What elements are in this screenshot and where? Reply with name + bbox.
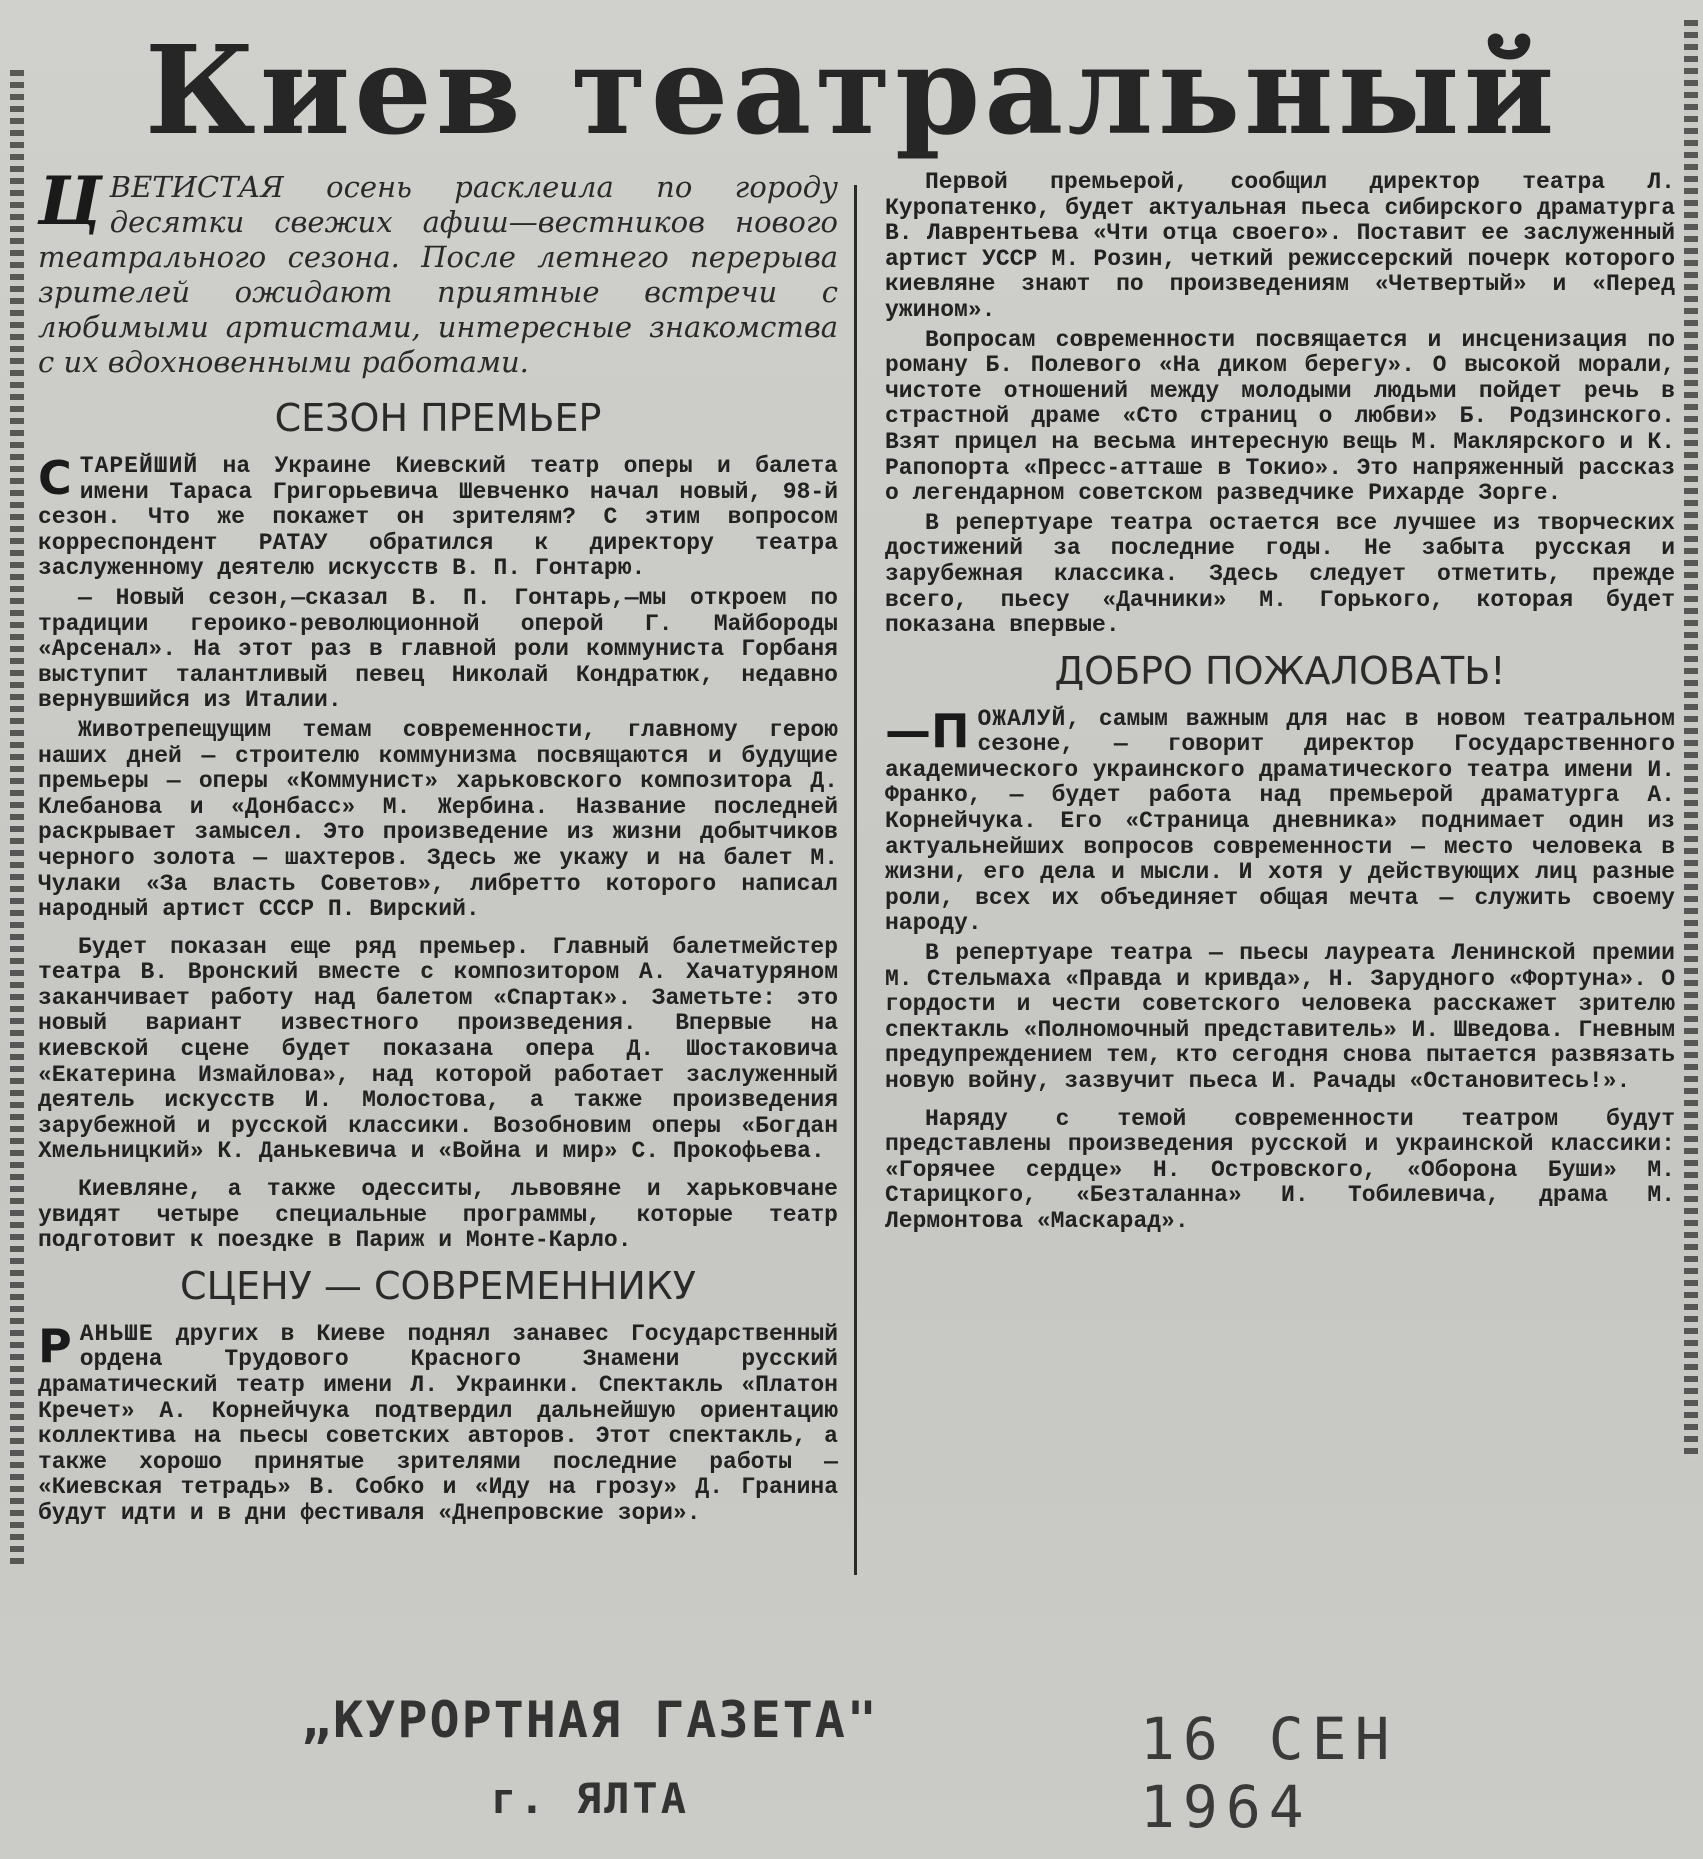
section1-paragraph-3: Животрепещущим темам современности, главному герою наших дней — строителю коммунизма посвящаются и будущие премьеры — оперы «Коммунист» харьковского композитора Д. Клебанова и «Донбасс» М. Жербина. Название последней раскрывает замысел. Это произведение из жизни добытчиков черного золота — шахтеров. Здесь же укажу и на балет М. Чулаки «За власть Советов», либретто которого написал народный артист СССР П. Вирский.	[38, 716, 838, 923]
stamp-city: г. ЯЛТА	[490, 1774, 689, 1823]
section-title-season: СЕЗОН ПРЕМЬЕР	[274, 396, 602, 440]
intro-lead: ВЕТИСТАЯ	[109, 170, 284, 204]
section1-text-1: на Украине Киевский театр оперы и балета имени Тараса Григорьевича Шевченко начал новый, 98-й сезон. Что же покажет он зрителям? С этим вопросом корреспондент РАТАУ обратился к директору театра заслуженному деятелю искусств В. П. Гонтарю.	[38, 453, 838, 582]
section1-paragraph-1	[38, 451, 838, 582]
section2-paragraph-2: Первой премьерой, сообщил директор театра Л. Куропатенко, будет актуальная пьеса сибирского драматурга В. Лаврентьева «Чти отца своего». Поставит ее заслуженный артист УССР М. Розин, четкий режиссерский почерк которого киевляне знают по произведениям «Четвертый» и «Перед ужином».	[885, 169, 1675, 323]
section3-dash: —	[885, 703, 931, 758]
section3-text-1: самым важным для нас в новом театральном сезоне, — говорит директор Государственного академического украинского драматического театра имени И. Франко, — будет работа над премьерой драматурга А. Корнейчука. Его «Страница дневника» поднимает один из актуальнейших вопросов современности — место человека в жизни, его дела и мысли. И хотя у действующих лиц разные роли, всех их объединяет общая мечта — служить своему народу.	[885, 705, 1675, 937]
date-stamp: 16 СЕН 1964	[1140, 1705, 1398, 1841]
section3-paragraph-2: В репертуаре театра — пьесы лауреата Ленинской премии М. Стельмаха «Правда и кривда», Н. Зарудного «Фортуна». О гордости и чести советского человека расскажет зрителю спектакль «Полномочный представитель» И. Шведова. Гневным предупреждением тем, кто сегодня снова пытается развязать новую войну, зазвучит пьеса И. Рачады «Остановитесь!».	[885, 940, 1675, 1094]
section3-dropcap-letter: П	[931, 703, 970, 758]
newspaper-source-stamp	[300, 1690, 880, 1826]
section2-lead: АНЬШЕ	[79, 1320, 154, 1347]
section2-dropcap: Р	[38, 1318, 72, 1373]
section3-paragraph-3: Наряду с темой современности театром будут представлены произведения русской и украинской классики: «Горячее сердце» Н. Островского, «Оборона Буши» М. Старицкого, «Безталанна» И. Тобилевича, драма М. Лермонтова «Маскарад».	[885, 1105, 1675, 1234]
left-edge-perforation	[10, 70, 24, 1570]
section-title-stage: СЦЕНУ — СОВРЕМЕННИКУ	[180, 1263, 696, 1308]
section1-paragraph-2: — Новый сезон,—сказал В. П. Гонтарь,—мы откроем по традиции героико-революционной оперой Г. Майбороды «Арсенал». На этот раз в главной роли коммуниста Горбаня выступит талантливый певец Николай Кондратюк, недавно вернувшийся из Италии.	[38, 584, 838, 714]
section2-text-1: других в Киеве поднял занавес Государственный ордена Трудового Красного Знамени русский драматический театр имени Л. Украинки. Спектакль «Платон Кречет» А. Корнейчука подтвердил дальнейшую ориентацию коллектива на пьесы советских авторов. Этот спектакль, а также хорошо принятые зрителями последние работы — «Киевская тетрадь» В. Собко и «Иду на грозу» Д. Гранина будут идти и в дни фестиваля «Днепровские зори».	[38, 1320, 838, 1526]
stamp-newspaper-name: „КУРОРТНАЯ ГАЗЕТА"	[301, 1691, 879, 1749]
right-column	[885, 170, 1675, 1239]
section-title-welcome: ДОБРО ПОЖАЛОВАТЬ!	[1054, 648, 1506, 693]
section1-paragraph-5: Киевляне, а также одесситы, львовяне и харьковчане увидят четыре специальные программы, которые театр подготовит к поездке в Париж и Монте-Карло.	[38, 1176, 838, 1254]
section1-dropcap: С	[38, 451, 72, 505]
intro-text: осень расклеила по городу десятки свежих афиш—вестников нового театрального сезона. После летнего перерыва зрителей ожидают приятные встречи с любимыми артистами, интересные знакомства с их вдохновенными работами.	[38, 170, 838, 379]
right-edge-perforation	[1684, 20, 1698, 1460]
column-divider	[854, 185, 857, 1575]
section3-dropcap	[885, 703, 970, 758]
section2-paragraph-1	[38, 1318, 838, 1527]
section3-lead: ОЖАЛУЙ,	[977, 705, 1082, 732]
intro-dropcap: Ц	[38, 162, 102, 240]
section1-lead: ТАРЕЙШИЙ	[79, 453, 199, 479]
headline: Киев театральный	[144, 18, 1559, 162]
section2-paragraph-4: В репертуаре театра остается все лучшее из творческих достижений за последние годы. Не забыта русская и зарубежная классика. Здесь следует отметить, прежде всего, пьесу «Дачники» М. Горького, которая будет показана впервые.	[885, 509, 1675, 639]
section3-paragraph-1	[885, 703, 1675, 937]
section2-paragraph-3: Вопросам современности посвящается и инсценизация по роману Б. Полевого «На диком берегу». О высокой морали, чистоте отношений между молодыми людьми пойдет речь в страстной драме «Сто страниц о любви» Б. Родзинского. Взят прицел на весьма интересную вещь М. Маклярского и К. Рапопорта «Пресс-атташе в Токио». Это напряженный рассказ о легендарном советском разведчике Рихарде Зорге.	[885, 326, 1675, 507]
intro-paragraph	[38, 162, 838, 380]
left-column	[38, 162, 838, 1531]
section1-paragraph-4: Будет показан еще ряд премьер. Главный балетмейстер театра В. Вронский вместе с композитором А. Хачатуряном заканчивает работу над балетом «Спартак». Заметьте: это новый вариант известного произведения. Впервые на киевской сцене будет показана опера Д. Шостаковича «Екатерина Измайлова», над которой работает заслуженный деятель искусств И. Молостова, а также произведения зарубежной и русской классики. Возобновим оперы «Богдан Хмельницкий» К. Данькевича и «Война и мир» С. Прокофьева.	[38, 933, 838, 1165]
